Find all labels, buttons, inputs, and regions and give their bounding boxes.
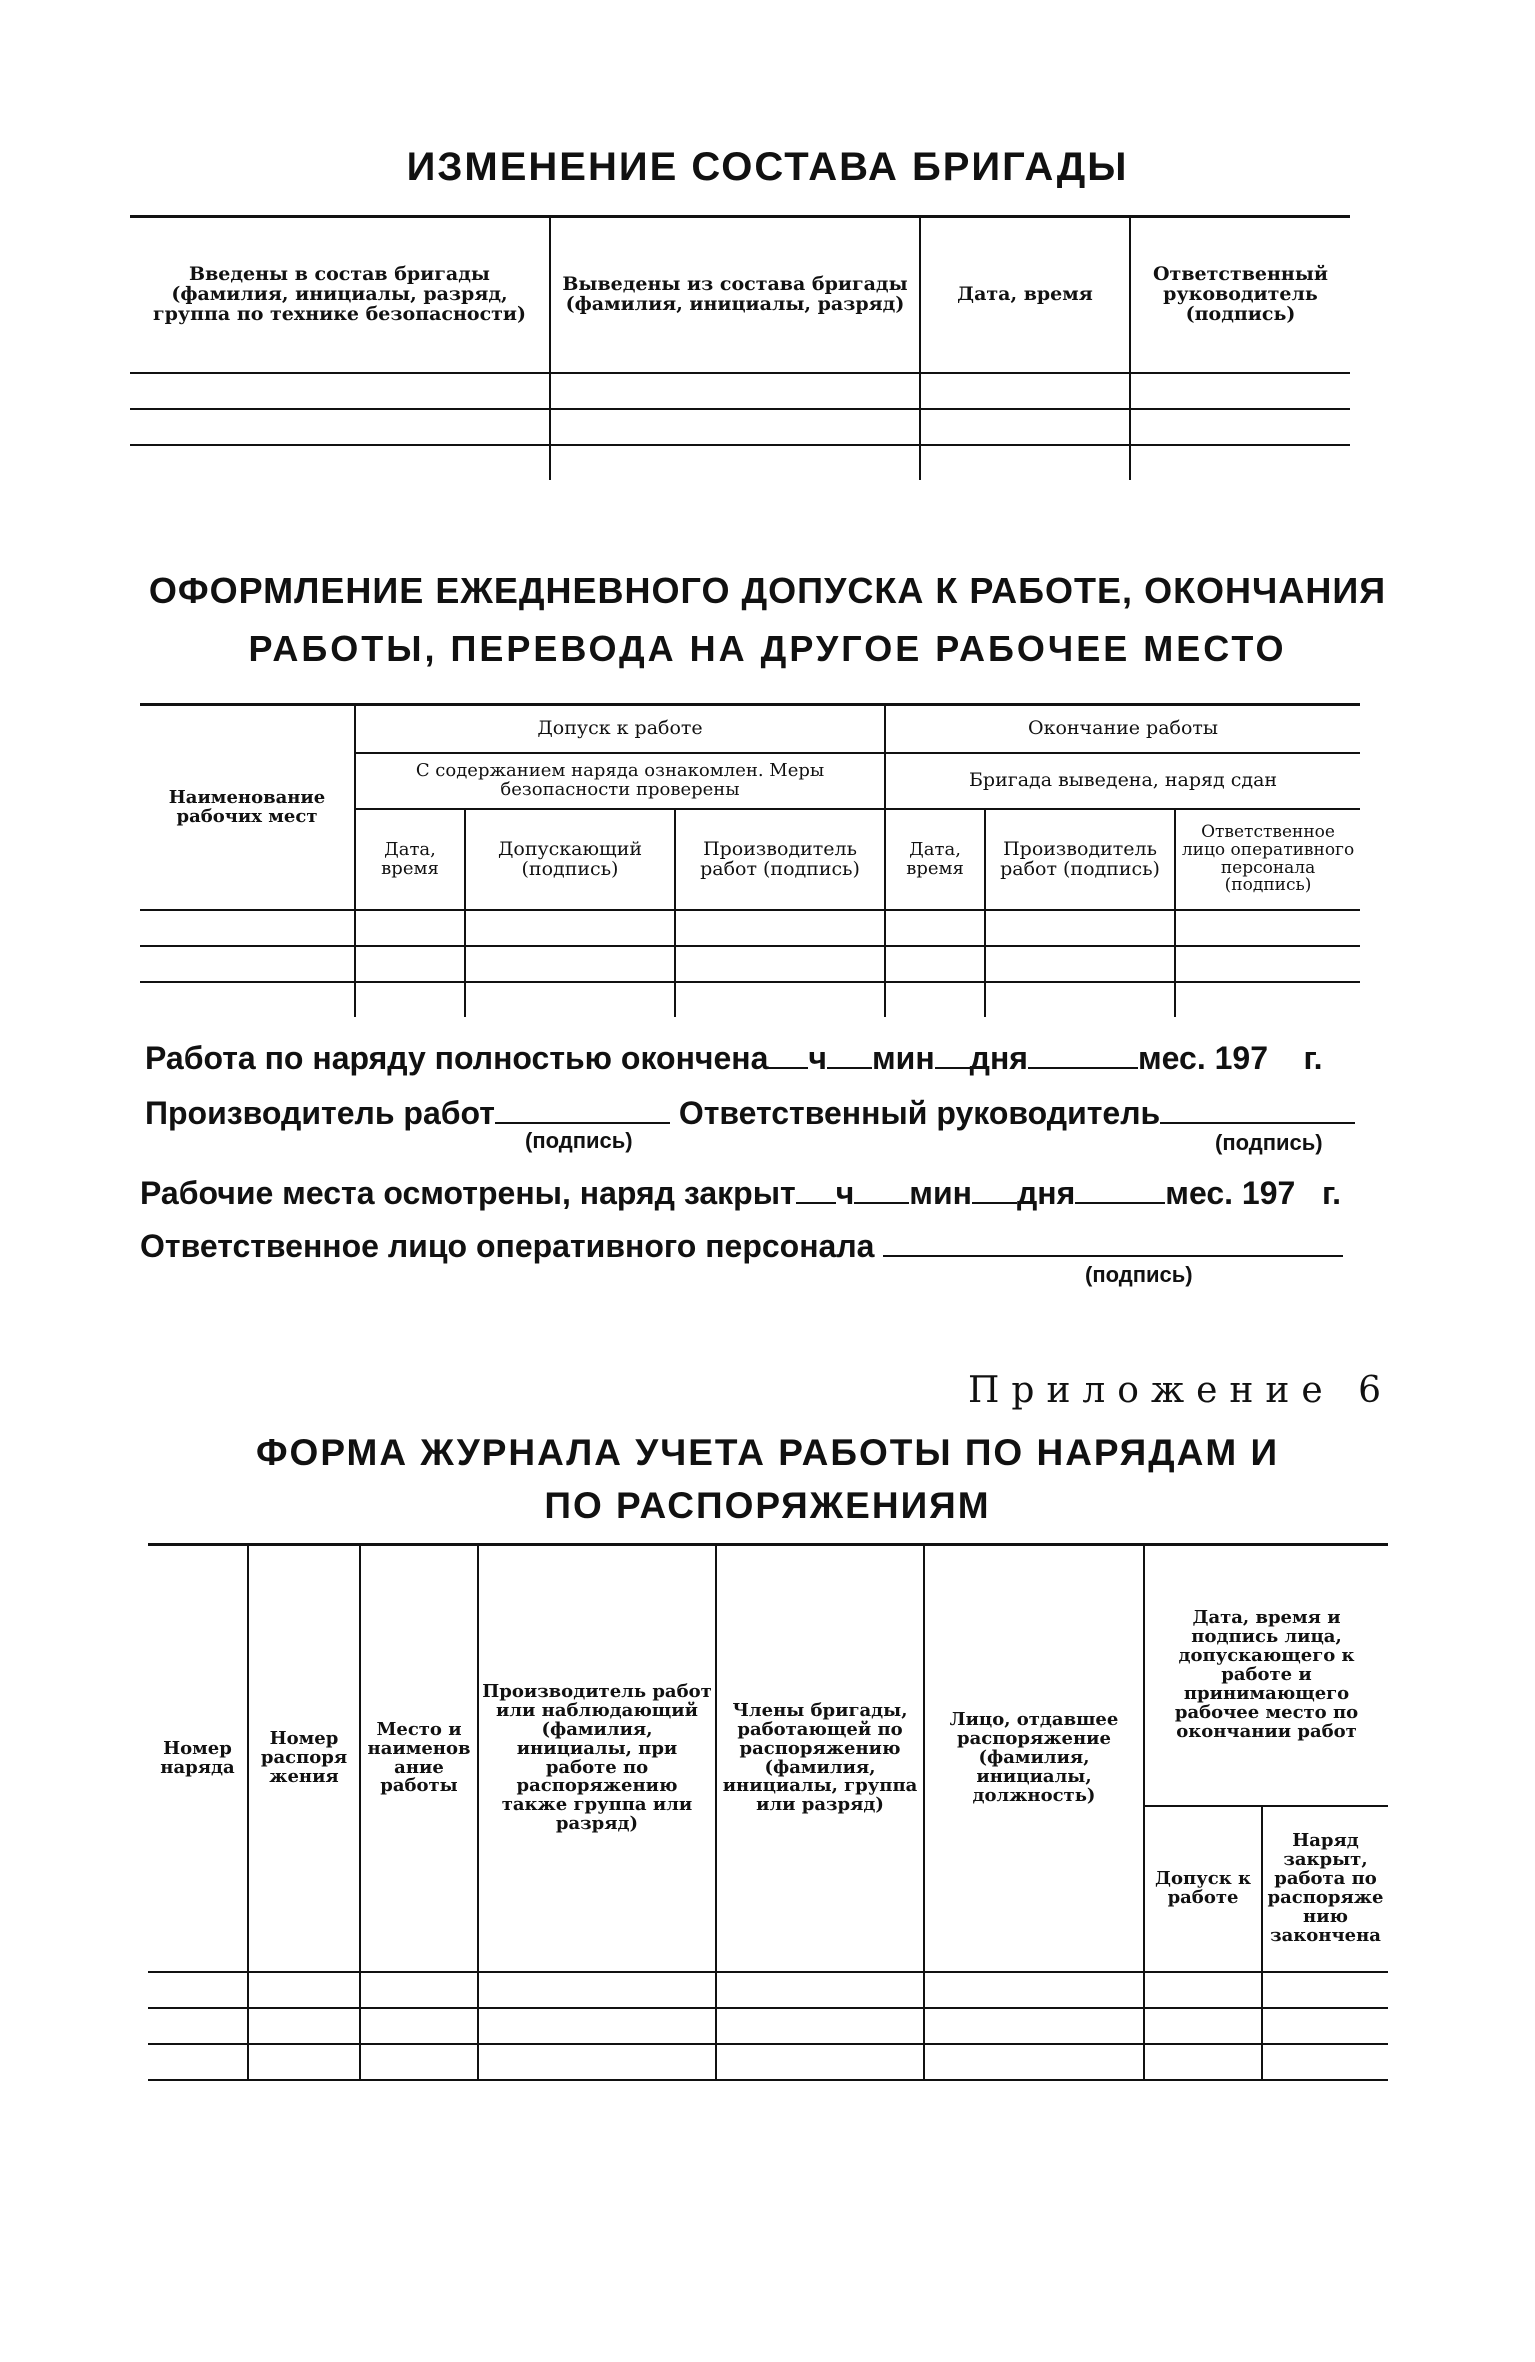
col-date-admit: Дата, время	[355, 809, 465, 910]
sub-end: Бригада выведена, наряд сдан	[885, 753, 1360, 809]
admission-table	[140, 703, 1360, 1017]
col-brigade-members: Члены бригады, работающей по распоряжению (фамилия, инициалы, группа или разряд)	[716, 1545, 924, 1973]
group-end: Окончание работы	[885, 705, 1360, 754]
section2-title-line1: ОФОРМЛЕНИЕ ЕЖЕДНЕВНОГО ДОПУСКА К РАБОТЕ, ОКОНЧАНИЯ	[148, 570, 1387, 611]
statement-text: Рабочие места осмотрены, наряд закрыт	[140, 1175, 796, 1211]
col-workplaces: Наименование рабочих мест	[140, 705, 355, 911]
statement-operational	[140, 1228, 1343, 1265]
statement-text: Работа по наряду полностью окончена	[145, 1040, 769, 1076]
responsible-label: Ответственный руководитель	[678, 1095, 1161, 1131]
day-label: дня	[1016, 1175, 1076, 1211]
section2-title-line2: РАБОТЫ, ПЕРЕВОДА НА ДРУГОЕ РАБОЧЕЕ МЕСТО	[248, 628, 1287, 669]
minutes-label: мин	[909, 1175, 972, 1211]
foreman-label: Производитель работ	[145, 1095, 495, 1131]
table-row	[140, 910, 1360, 946]
col-foreman: Производитель работ или наблюдающий (фамилия, инициалы, при работе по распоряжению также группа или разряд)	[478, 1545, 716, 1973]
col-instruction-number: Номер распоряжения	[248, 1545, 360, 1973]
minutes-label: мин	[871, 1040, 935, 1076]
table-row	[148, 2008, 1388, 2044]
month-year-label: мес. 197	[1137, 1040, 1268, 1076]
table-row	[130, 445, 1350, 480]
year-suffix: г.	[1303, 1040, 1323, 1076]
col-foreman-admit: Производитель работ (подпись)	[675, 809, 885, 910]
hours-label: ч	[808, 1040, 827, 1076]
statement-signatures	[145, 1095, 1355, 1132]
work-journal-table	[148, 1543, 1388, 2081]
col-operational-person: Ответственное лицо оперативного персонала (подпись)	[1175, 809, 1360, 910]
table-row	[148, 1972, 1388, 2008]
month-year-label: мес. 197	[1165, 1175, 1296, 1211]
table-row	[140, 946, 1360, 982]
operational-label: Ответственное лицо оперативного персонала	[140, 1228, 875, 1264]
year-suffix: г.	[1321, 1175, 1341, 1211]
table-row	[140, 982, 1360, 1017]
signature-caption-3: (подпись)	[1085, 1262, 1193, 1287]
col-admitter: Допускающий (подпись)	[465, 809, 675, 910]
appendix-label: Приложение 6	[968, 1370, 1394, 1411]
statement-closed	[140, 1175, 1341, 1212]
col-removed: Выведены из состава бригады (фамилия, инициалы, разряд)	[550, 217, 920, 374]
section1-title: ИЗМЕНЕНИЕ СОСТАВА БРИГАДЫ	[406, 145, 1129, 189]
col-added: Введены в состав бригады (фамилия, инициалы, разряд, группа по технике безопасности)	[130, 217, 550, 374]
col-work-place: Место и наименование работы	[360, 1545, 478, 1973]
brigade-change-table	[130, 215, 1350, 480]
col-admit: Допуск к работе	[1144, 1806, 1262, 1972]
table-row	[130, 409, 1350, 445]
sub-admission: С содержанием наряда ознакомлен. Меры безопасности проверены	[355, 753, 885, 809]
col-issuer: Лицо, отдавшее распоряжение (фамилия, инициалы, должность)	[924, 1545, 1144, 1973]
table-row	[130, 373, 1350, 409]
group-date-signature: Дата, время и подпись лица, допускающего к работе и принимающего рабочее место по окончании работ	[1144, 1545, 1388, 1807]
group-admission: Допуск к работе	[355, 705, 885, 754]
section3-title-line1: ФОРМА ЖУРНАЛА УЧЕТА РАБОТЫ ПО НАРЯДАМ И	[255, 1432, 1280, 1473]
table-row	[148, 2044, 1388, 2080]
col-foreman-end: Производитель работ (подпись)	[985, 809, 1175, 910]
col-order-number: Номер наряда	[148, 1545, 248, 1973]
day-label: дня	[969, 1040, 1028, 1076]
signature-caption-2: (подпись)	[1215, 1130, 1323, 1155]
col-responsible: Ответственный руководитель (подпись)	[1130, 217, 1350, 374]
statement-completed	[145, 1040, 1323, 1077]
col-closed: Наряд закрыт, работа по распоряжению закончена	[1262, 1806, 1388, 1972]
col-datetime: Дата, время	[920, 217, 1130, 374]
signature-caption-1: (подпись)	[525, 1128, 633, 1153]
hours-label: ч	[835, 1175, 855, 1211]
section3-title-line2: ПО РАСПОРЯЖЕНИЯМ	[544, 1485, 991, 1526]
col-date-end: Дата, время	[885, 809, 985, 910]
